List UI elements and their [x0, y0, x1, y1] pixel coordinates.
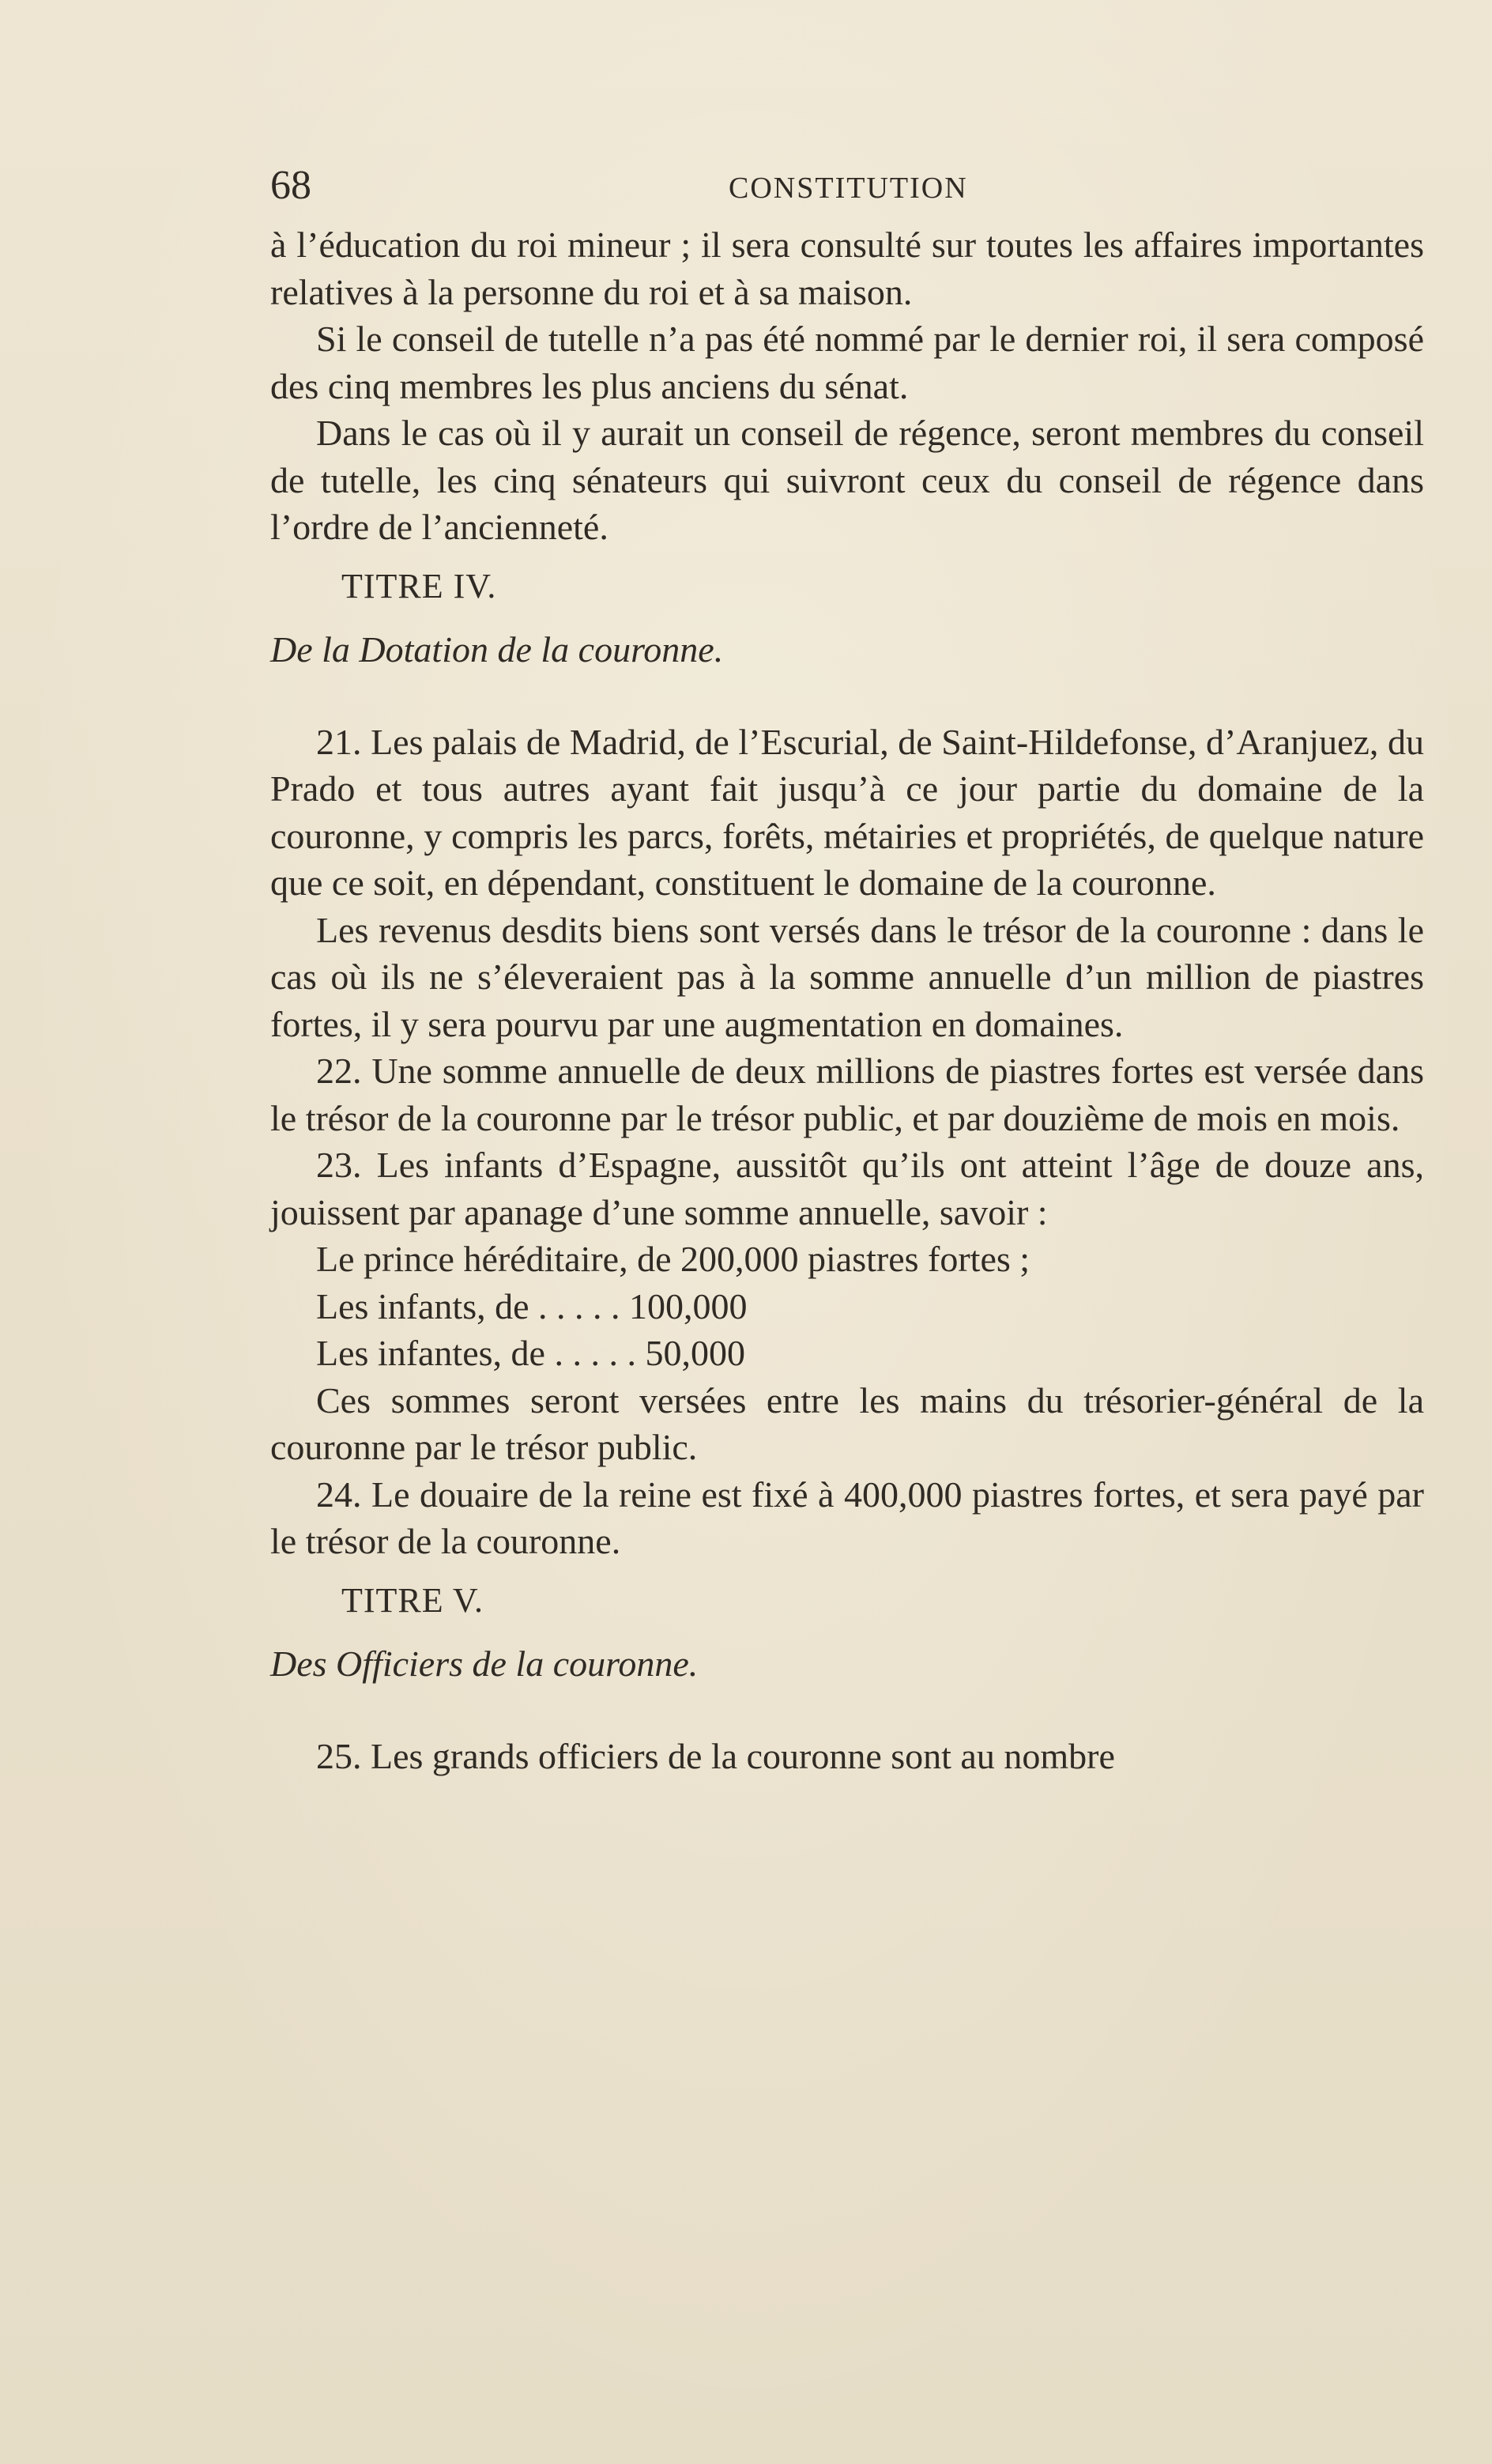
- page-number: 68: [270, 163, 311, 208]
- paragraph: Si le conseil de tutelle n’a pas été nommé par le dernier roi, il sera composé des cinq membres les plus anciens du sénat.: [270, 319, 1424, 406]
- running-head: CONSTITUTION: [729, 172, 968, 205]
- section-title: TITRE IV.: [341, 566, 497, 606]
- paragraph: Ces sommes seront versées entre les mains du trésorier-général de la couronne par le trésor public.: [270, 1379, 1424, 1467]
- list-item: Les infantes, de . . . . . 50,000: [316, 1333, 745, 1373]
- article-23: 23. Les infants d’Espagne, aussitôt qu’ils ont atteint l’âge de douze ans, jouissent par apanage d’une somme annuelle, savoir :: [270, 1145, 1424, 1232]
- article-25: 25. Les grands officiers de la couronne sont au nombre: [316, 1735, 1115, 1776]
- page-header: [270, 162, 1432, 209]
- list-item: Le prince héréditaire, de 200,000 piastres fortes ;: [316, 1239, 1030, 1279]
- paragraph: Les revenus desdits biens sont versés dans le trésor de la couronne : dans le cas où ils ne s’éleveraient pas à la somme annuelle d’un million de piastres fortes, il y sera pourvu par une augmentation en domaines.: [270, 909, 1424, 1044]
- section-subtitle: De la Dotation de la couronne.: [270, 628, 724, 670]
- body-text: [270, 221, 1424, 1779]
- paragraph: Dans le cas où il y aurait un conseil de régence, seront membres du conseil de tutelle, les cinq sénateurs qui suivront ceux du conseil de régence dans l’ordre de l’ancienneté.: [270, 413, 1424, 547]
- article-22: 22. Une somme annuelle de deux millions de piastres fortes est versée dans le trésor de la couronne par le trésor public, et par douzième de mois en mois.: [270, 1051, 1424, 1138]
- article-24: 24. Le douaire de la reine est fixé à 400,000 piastres fortes, et sera payé par le trésor de la couronne.: [270, 1473, 1424, 1561]
- section-subtitle: Des Officiers de la couronne.: [270, 1643, 699, 1684]
- paragraph: à l’éducation du roi mineur ; il sera consulté sur toutes les affaires importantes relatives à la personne du roi et à sa maison.: [270, 225, 1424, 312]
- section-title: TITRE V.: [341, 1580, 484, 1620]
- list-item: Les infants, de . . . . . 100,000: [316, 1285, 748, 1326]
- article-21: 21. Les palais de Madrid, de l’Escurial, de Saint-Hildefonse, d’Aranjuez, du Prado et tous autres ayant fait jusqu’à ce jour partie du domaine de la couronne, y compris les parcs, forêts, métairies et propriétés, de quelque nature que ce soit, en dépendant, constituent le domaine de la couronne.: [270, 721, 1424, 903]
